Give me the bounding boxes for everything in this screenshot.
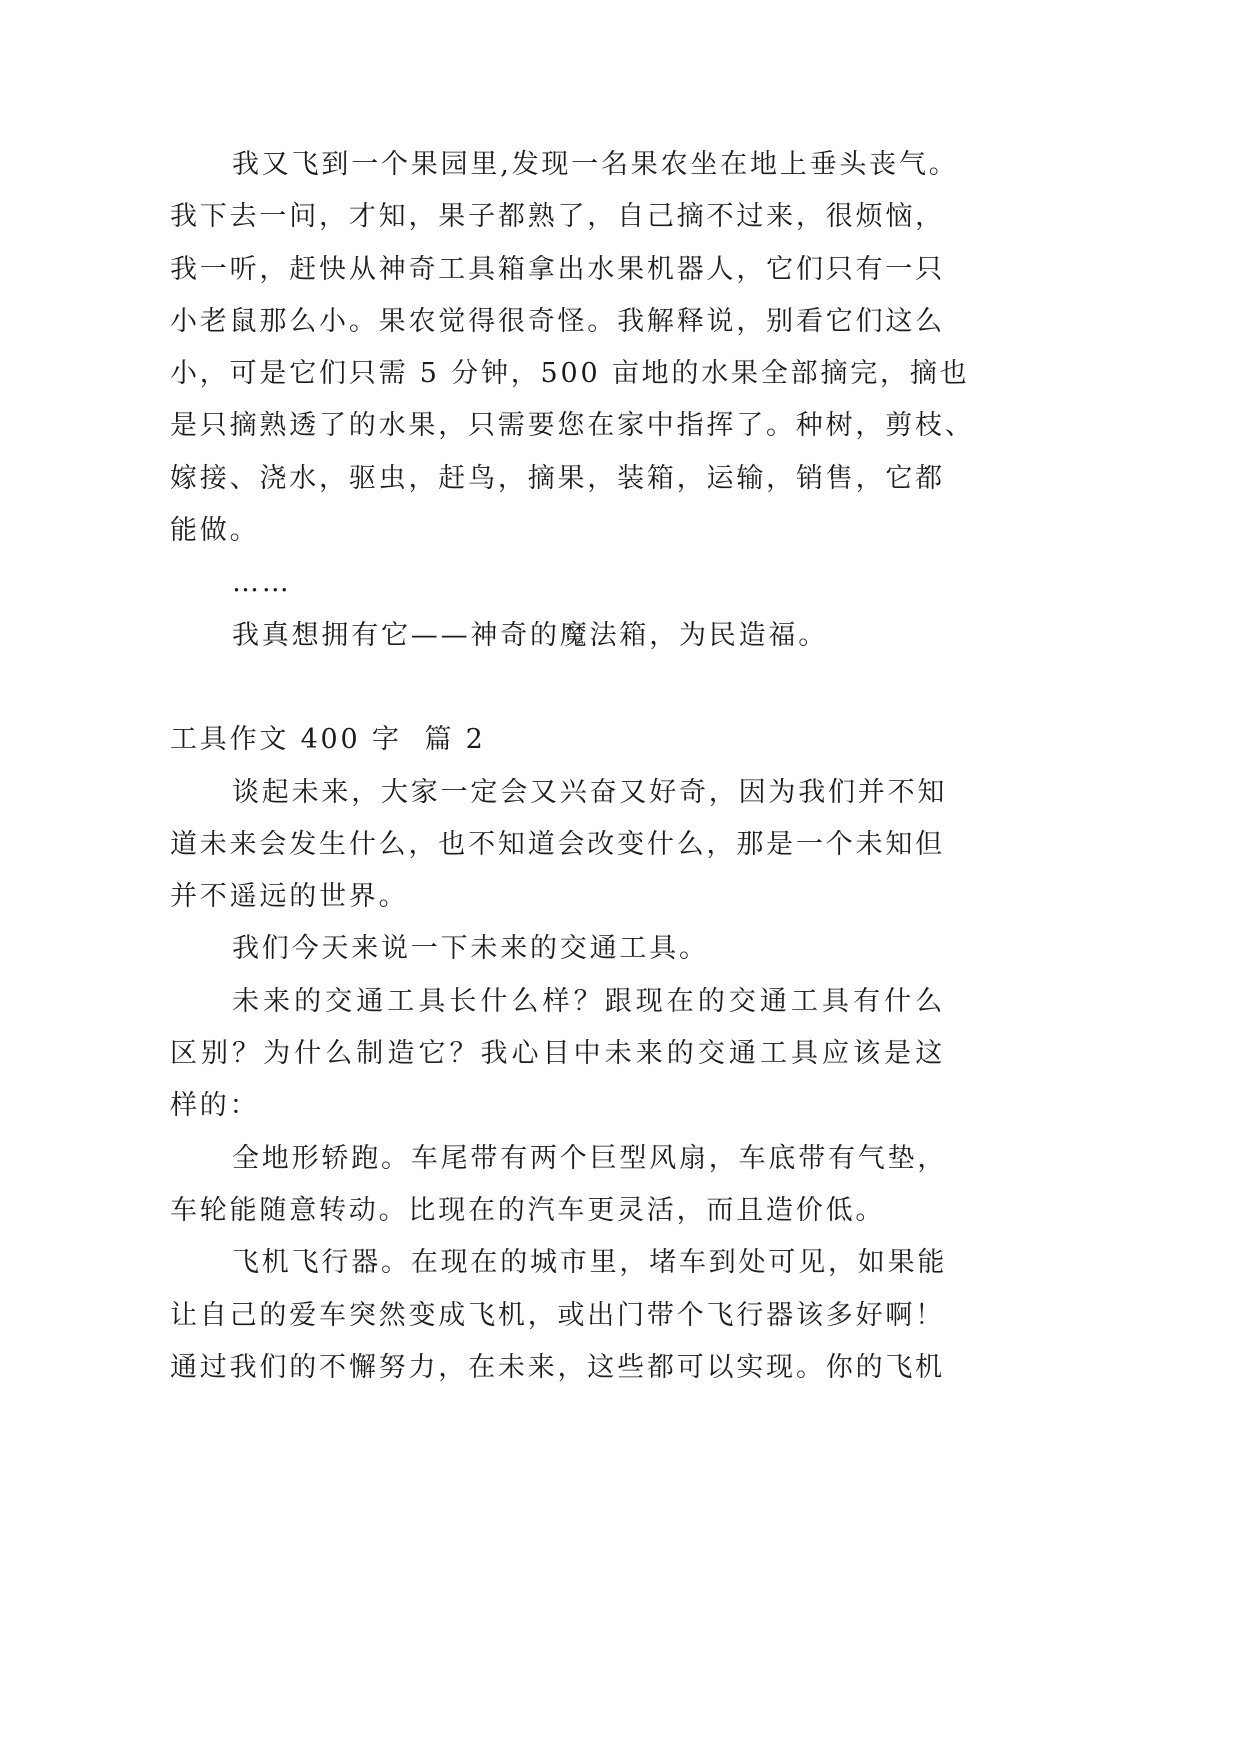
document-body — [170, 139, 975, 1394]
paragraph-line: 小，可是它们只需 5 分钟，500 亩地的水果全部摘完，摘也 — [170, 358, 970, 390]
paragraph-line: 我们今天来说一下未来的交通工具。 — [232, 933, 709, 965]
paragraph-line: 区别？为什么制造它？我心目中未来的交通工具应该是这 — [170, 1038, 945, 1070]
paragraph-line: 并不遥远的世界。 — [170, 881, 409, 913]
paragraph-line: 样的： — [170, 1090, 260, 1122]
ellipsis-line: …… — [232, 567, 292, 599]
paragraph-line: 飞机飞行器。在现在的城市里，堵车到处可见，如果能 — [232, 1247, 948, 1279]
paragraph-line: 我一听，赶快从神奇工具箱拿出水果机器人，它们只有一只 — [170, 253, 945, 285]
paragraph-line: 未来的交通工具长什么样？跟现在的交通工具有什么 — [232, 985, 945, 1017]
paragraph-line: 是只摘熟透了的水果，只需要您在家中指挥了。种树，剪枝、 — [170, 410, 975, 442]
section-heading: 工具作文 400 字 篇 2 — [170, 724, 486, 756]
paragraph-line: 通过我们的不懈努力，在未来，这些都可以实现。你的飞机 — [170, 1351, 945, 1383]
paragraph-line: 嫁接、浇水，驱虫，赶鸟，摘果，装箱，运输，销售，它都 — [170, 462, 945, 494]
paragraph-line: 全地形轿跑。车尾带有两个巨型风扇，车底带有气垫， — [232, 1142, 948, 1174]
paragraph-line: 我真想拥有它——神奇的魔法箱，为民造福。 — [232, 619, 828, 651]
blank-line — [170, 662, 945, 714]
paragraph-line: 能做。 — [170, 515, 260, 547]
paragraph-line: 谈起未来，大家一定会又兴奋又好奇，因为我们并不知 — [232, 776, 948, 808]
paragraph-line: 车轮能随意转动。比现在的汽车更灵活，而且造价低。 — [170, 1194, 886, 1226]
paragraph-line: 小老鼠那么小。果农觉得很奇怪。我解释说，别看它们这么 — [170, 305, 945, 337]
paragraph-line: 我下去一问，才知，果子都熟了，自己摘不过来，很烦恼， — [170, 201, 945, 233]
paragraph-line: 让自己的爱车突然变成飞机，或出门带个飞行器该多好啊！ — [170, 1299, 945, 1331]
paragraph-line: 我又飞到一个果园里,发现一名果农坐在地上垂头丧气。 — [232, 149, 959, 180]
paragraph-line: 道未来会发生什么，也不知道会改变什么，那是一个未知但 — [170, 828, 945, 860]
